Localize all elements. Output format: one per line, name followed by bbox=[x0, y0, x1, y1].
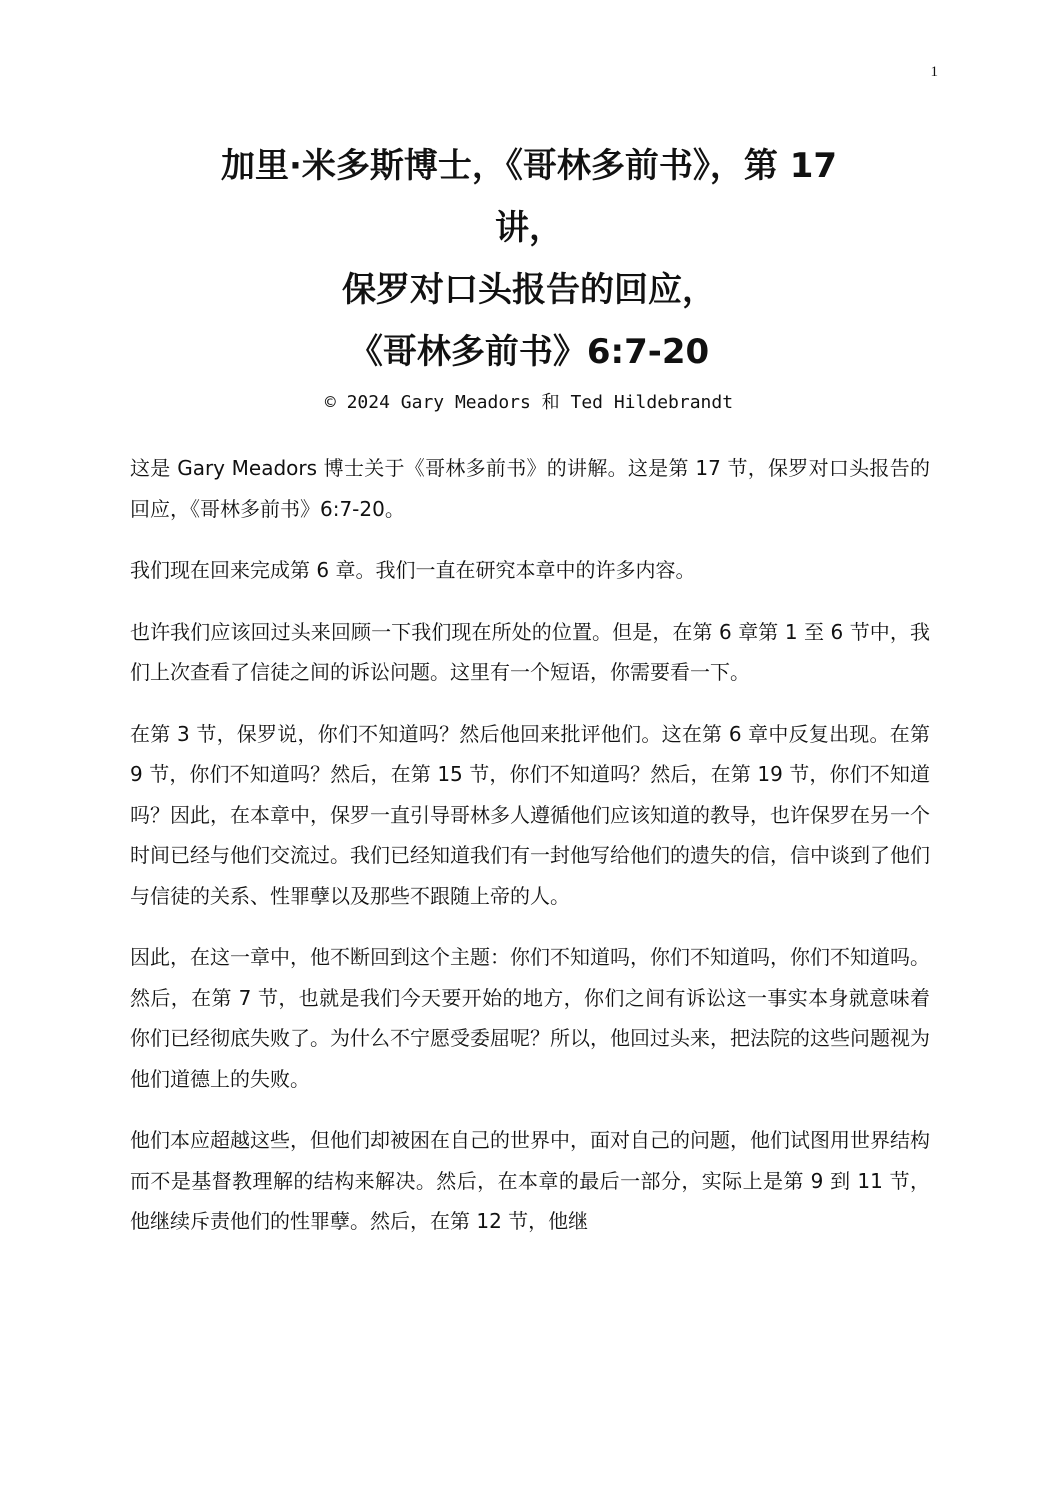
document-body bbox=[130, 448, 930, 1263]
document-title bbox=[130, 135, 928, 383]
title-line-4: 《哥林多前书》6:7-20 bbox=[348, 332, 710, 372]
copyright-line: © 2024 Gary Meadors 和 Ted Hildebrandt bbox=[324, 392, 734, 413]
page-number: 1 bbox=[930, 64, 938, 80]
title-line-1: 加里·米多斯博士，《哥林多前书》，第 17 bbox=[220, 146, 838, 186]
paragraph: 在第 3 节，保罗说，你们不知道吗？然后他回来批评他们。这在第 6 章中反复出现。在第 9 节，你们不知道吗？然后，在第 15 节，你们不知道吗？然后，在第 19 节，你们不知道吗？因此，在本章中，保罗一直引导哥林多人遵循他们应该知道的教导，也许保罗在另一个时间已经与他们交流过。我们已经知道我们有一封他写给他们的遗失的信，信中谈到了他们与信徒的关系、性罪孽以及那些不跟随上帝的人。 bbox=[130, 721, 930, 908]
title-line-3: 保罗对口头报告的回应， bbox=[342, 270, 716, 310]
title-line-2: 讲， bbox=[495, 208, 563, 248]
paragraph: 也许我们应该回过头来回顾一下我们现在所处的位置。但是，在第 6 章第 1 至 6 节中，我们上次查看了信徒之间的诉讼问题。这里有一个短语，你需要看一下。 bbox=[130, 619, 930, 684]
paragraph: 这是 Gary Meadors 博士关于《哥林多前书》的讲解。这是第 17 节，保罗对口头报告的回应，《哥林多前书》6:7-20。 bbox=[130, 456, 930, 521]
paragraph: 我们现在回来完成第 6 章。我们一直在研究本章中的许多内容。 bbox=[130, 558, 696, 582]
paragraph: 因此，在这一章中，他不断回到这个主题：你们不知道吗，你们不知道吗，你们不知道吗。然后，在第 7 节，也就是我们今天要开始的地方，你们之间有诉讼这一事实本身就意味着你们已经彻底失败了。为什么不宁愿受委屈呢？所以，他回过头来，把法院的这些问题视为他们道德上的失败。 bbox=[130, 945, 930, 1091]
paragraph: 他们本应超越这些，但他们却被困在自己的世界中，面对自己的问题，他们试图用世界结构而不是基督教理解的结构来解决。然后，在本章的最后一部分，实际上是第 9 到 11 节，他继续斥责他们的性罪孽。然后，在第 12 节，他继 bbox=[130, 1128, 930, 1233]
